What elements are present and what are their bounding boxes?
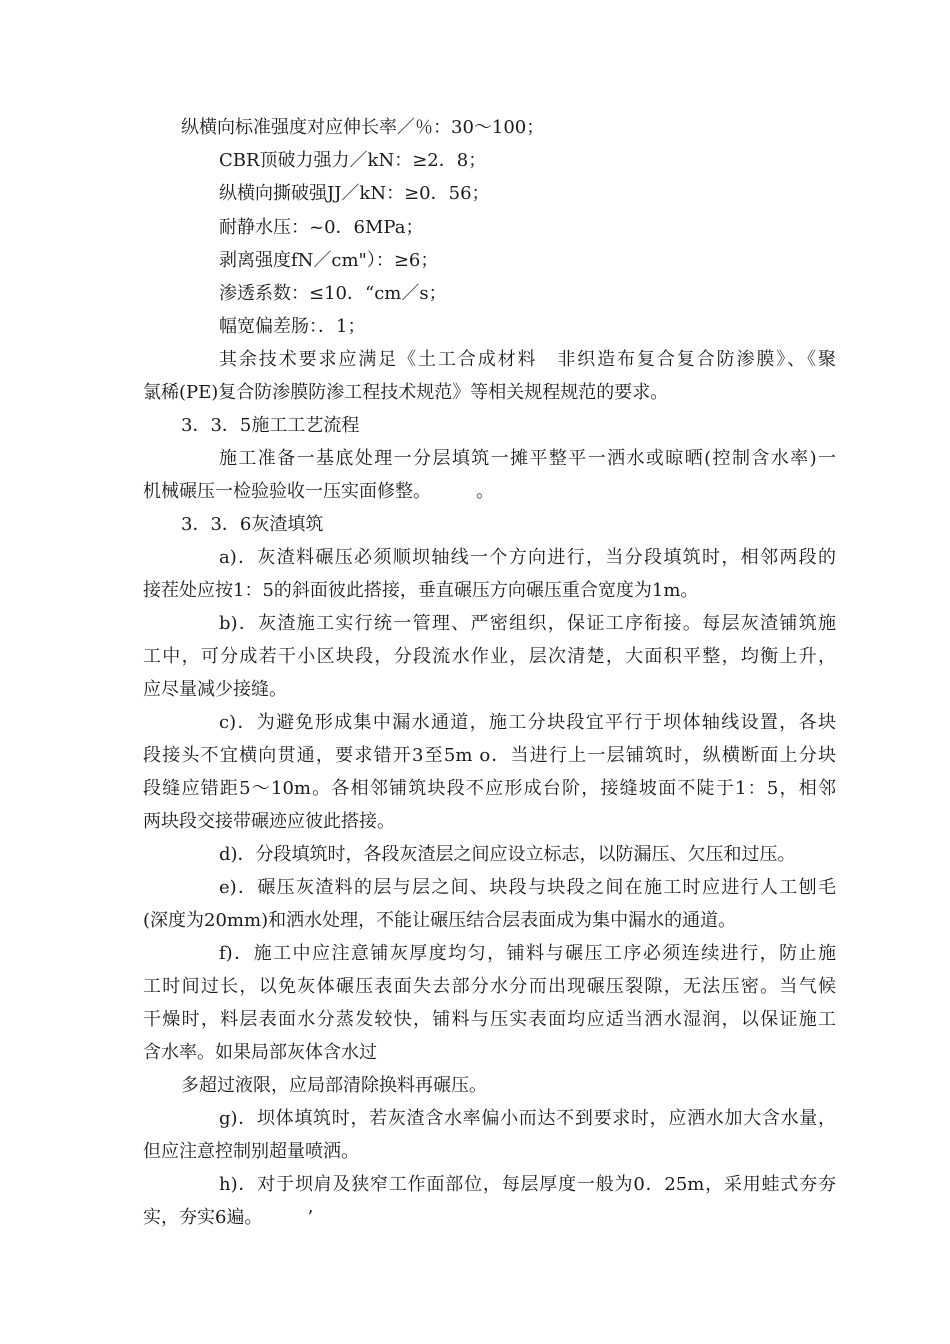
section-heading: 3．3．5施工工艺流程 (181, 415, 360, 436)
text-line: 纵横向撕破强JJ／kN：≥0．56； (219, 183, 490, 204)
text-line: 接茬处应按1：5的斜面彼此搭接，垂直碾压方向碾压重合宽度为1m。 (143, 580, 699, 601)
text-line: 段接头不宜横向贯通，要求错开3至5m o．当进行上一层铺筑时，纵横断面上分块 (143, 745, 836, 766)
text-line: 干燥时，料层表面水分蒸发较快，铺料与压实表面均应适当洒水湿润，以保证施工 (143, 1009, 836, 1030)
text-line: 纵横向标准强度对应伸长率／％：30～100； (181, 117, 545, 138)
text-line: h)．对于坝肩及狭窄工作面部位，每层厚度一般为0．25m，采用蛙式夯夯 (219, 1174, 836, 1195)
text-line: 剥离强度fN／cm"）：≥6； (219, 250, 439, 271)
text-line: 幅宽偏差肠：．1； (219, 316, 366, 337)
section-heading: 3．3．6灰渣填筑 (181, 514, 324, 535)
text-line: 段缝应错距5～10m。各相邻铺筑块段不应形成台阶，接缝坡面不陡于1：5，相邻 (143, 778, 836, 799)
text-line: 氯稀(PE)复合防渗膜防渗工程技术规范》等相关规程规范的要求。 (143, 382, 669, 403)
text-line: f)．施工中应注意铺灰厚度均匀，铺料与碾压工序必须连续进行，防止施 (219, 943, 836, 964)
text-line: 两块段交接带碾迹应彼此搭接。 (143, 811, 395, 832)
text-line: 工时间过长，以免灰体碾压表面失去部分水分而出现碾压裂隙，无法压密。当气候 (143, 976, 836, 997)
text-line: CBR顶破力强力／kN：≥2．8； (219, 150, 487, 171)
text-line: e)．碾压灰渣料的层与层之间、块段与块段之间在施工时应进行人工刨毛 (219, 877, 836, 898)
text-line: 机械碾压一检验验收一压实面修整。 。 (143, 481, 494, 502)
text-line: 渗透系数：≤10．“cm／s； (219, 283, 447, 304)
text-line: (深度为20mm)和洒水处理，不能让碾压结合层表面成为集中漏水的通道。 (143, 910, 737, 931)
text-line: g)．坝体填筑时，若灰渣含水率偏小而达不到要求时，应洒水加大含水量， (219, 1108, 836, 1129)
text-line: d)．分段填筑时，各段灰渣层之间应设立标志，以防漏压、欠压和过压。 (219, 844, 796, 865)
text-line: 耐静水压：~0．6MPa； (219, 217, 424, 238)
text-line: 施工准备一基底处理一分层填筑一摊平整平一洒水或晾晒(控制含水率)一 (219, 448, 836, 469)
text-line: b)．灰渣施工实行统一管理、严密组织，保证工序衔接。每层灰渣铺筑施 (219, 613, 836, 634)
text-line: 应尽量减少接缝。 (143, 679, 287, 700)
text-line: 多超过液限，应局部清除换料再碾压。 (181, 1075, 487, 1096)
text-line: 含水率。如果局部灰体含水过 (143, 1042, 377, 1063)
text-line: c)．为避免形成集中漏水通道，施工分块段宜平行于坝体轴线设置，各块 (219, 712, 836, 733)
text-line: 实，夯实6遍。 ’ (143, 1207, 314, 1228)
text-line: a)．灰渣料碾压必须顺坝轴线一个方向进行，当分段填筑时，相邻两段的 (219, 547, 836, 568)
text-line: 但应注意控制别超量喷洒。 (143, 1141, 359, 1162)
text-line: 工中，可分成若干小区块段，分段流水作业，层次清楚，大面积平整，均衡上升， (143, 646, 836, 667)
text-line: 其余技术要求应满足《土工合成材料 非织造布复合复合防渗膜》、《聚 (219, 349, 836, 370)
